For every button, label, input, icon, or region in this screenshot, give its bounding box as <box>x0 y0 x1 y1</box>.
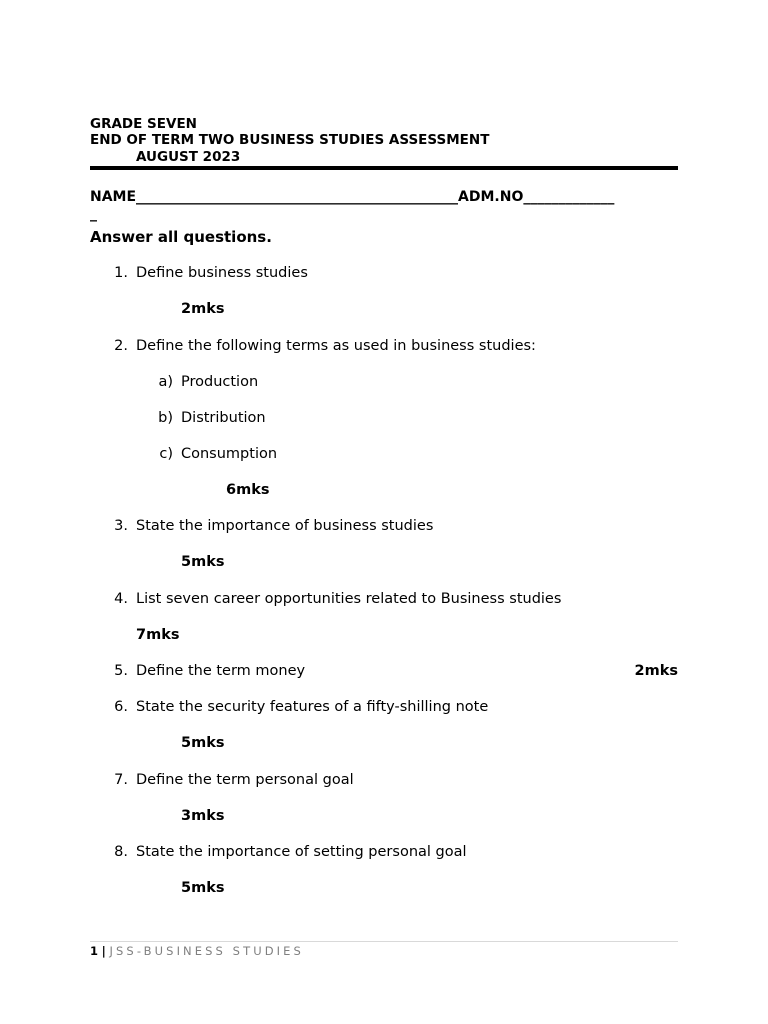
name-label: NAME <box>90 189 137 205</box>
grade-heading: GRADE SEVEN <box>90 116 197 132</box>
assessment-title: END OF TERM TWO BUSINESS STUDIES ASSESSMENT <box>90 132 490 148</box>
adm-label: ADM.NO <box>458 189 524 205</box>
question-text: Define the term personal goal <box>136 772 354 788</box>
question-number: 1. <box>114 265 128 281</box>
question-number: 5. <box>114 663 128 679</box>
question-text: State the importance of business studies <box>136 518 434 534</box>
question-text: State the importance of setting personal goal <box>136 844 467 860</box>
subitem-letter: b) <box>158 410 173 426</box>
page-footer <box>90 944 304 958</box>
subitem-letter: c) <box>159 446 173 462</box>
question-marks: 5mks <box>181 554 225 570</box>
footer-label: JSS-BUSINESS STUDIES <box>109 944 304 958</box>
question-text: Define business studies <box>136 265 308 281</box>
question-marks: 6mks <box>226 482 270 498</box>
question-marks: 7mks <box>136 627 180 643</box>
question-number: 4. <box>114 591 128 607</box>
question-marks: 3mks <box>181 808 225 824</box>
instructions: Answer all questions. <box>90 228 272 246</box>
question-number: 2. <box>114 338 128 354</box>
question-text: State the security features of a fifty-shilling note <box>136 699 489 715</box>
question-text: Define the term money <box>136 663 306 679</box>
question-marks: 5mks <box>181 880 225 896</box>
question-number: 6. <box>114 699 128 715</box>
question-marks: 5mks <box>181 735 225 751</box>
subitem-text: Distribution <box>181 410 266 426</box>
question-number: 7. <box>114 772 128 788</box>
adm-blank: _____________ <box>523 189 615 205</box>
question-number: 8. <box>114 844 128 860</box>
question-number: 3. <box>114 518 128 534</box>
name-adm-row <box>90 189 678 205</box>
subitem-letter: a) <box>158 374 173 390</box>
question-text: List seven career opportunities related to Business studies <box>136 591 562 607</box>
name-blank: ______________________________________________ <box>136 189 459 205</box>
subitem-text: Production <box>181 374 259 390</box>
assessment-date: AUGUST 2023 <box>136 149 241 165</box>
subitem-text: Consumption <box>181 446 278 462</box>
header-rule <box>90 166 678 170</box>
question-marks: 2mks <box>181 301 225 317</box>
question-text: Define the following terms as used in business studies: <box>136 338 536 354</box>
footer-separator: | <box>101 944 106 958</box>
name-row-overflow: _ <box>90 206 97 222</box>
question-marks: 2mks <box>634 663 678 679</box>
page-number: 1 <box>90 944 99 958</box>
footer-rule <box>90 941 678 942</box>
